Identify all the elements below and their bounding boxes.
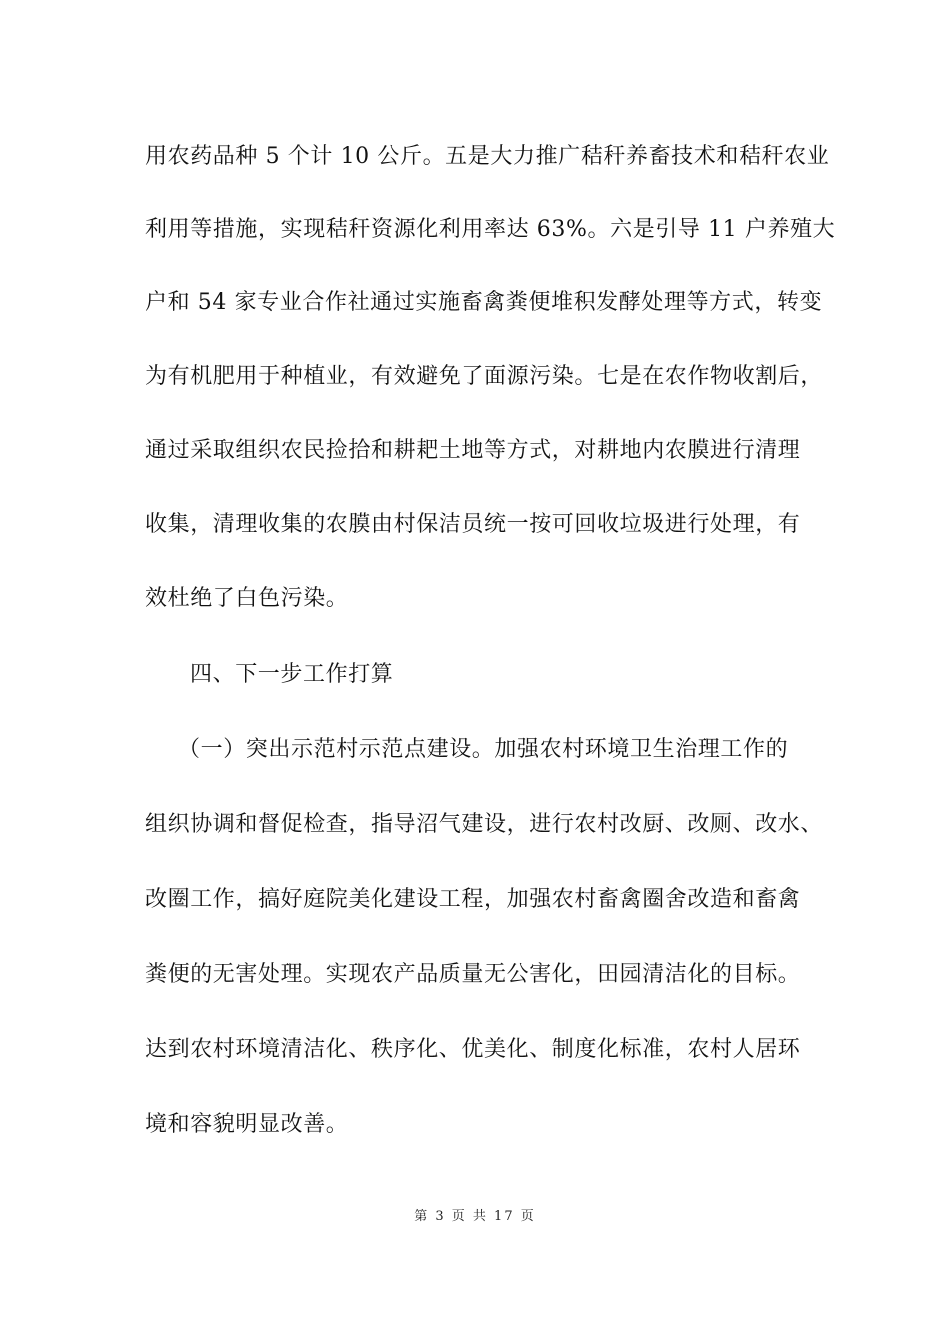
page-footer: 第 3 页 共 17 页 xyxy=(414,1209,536,1224)
paragraph-2-line-6: 境和容貌明显改善。 xyxy=(145,1112,349,1137)
paragraph-2-line-5: 达到农村环境清洁化、秩序化、优美化、制度化标准，农村人居环 xyxy=(145,1037,801,1062)
paragraph-1-line-4: 为有机肥用于种植业，有效避免了面源污染。七是在农作物收割后， xyxy=(145,364,824,389)
paragraph-2-line-3: 改圈工作，搞好庭院美化建设工程，加强农村畜禽圈舍改造和畜禽 xyxy=(145,887,801,912)
paragraph-1-line-1: 用农药品种 5 个计 10 公斤。五是大力推广秸秆养畜技术和秸秆农业 xyxy=(145,144,830,169)
section-heading: 四、下一步工作打算 xyxy=(190,662,394,687)
paragraph-1-line-5: 通过采取组织农民捡拾和耕耙土地等方式，对耕地内农膜进行清理 xyxy=(145,438,801,463)
paragraph-2-line-1: （一）突出示范村示范点建设。加强农村环境卫生治理工作的 xyxy=(178,737,789,762)
paragraph-1-line-7: 效杜绝了白色污染。 xyxy=(145,586,349,611)
paragraph-1-line-6: 收集，清理收集的农膜由村保洁员统一按可回收垃圾进行处理，有 xyxy=(145,512,801,537)
paragraph-2-line-2: 组织协调和督促检查，指导沼气建设，进行农村改厨、改厕、改水、 xyxy=(145,812,824,837)
paragraph-2-line-4: 粪便的无害处理。实现农产品质量无公害化，田园清洁化的目标。 xyxy=(145,962,801,987)
paragraph-1-line-3: 户和 54 家专业合作社通过实施畜禽粪便堆积发酵处理等方式，转变 xyxy=(145,290,823,315)
paragraph-1-line-2: 利用等措施，实现秸秆资源化利用率达 63%。六是引导 11 户养殖大 xyxy=(145,217,836,242)
